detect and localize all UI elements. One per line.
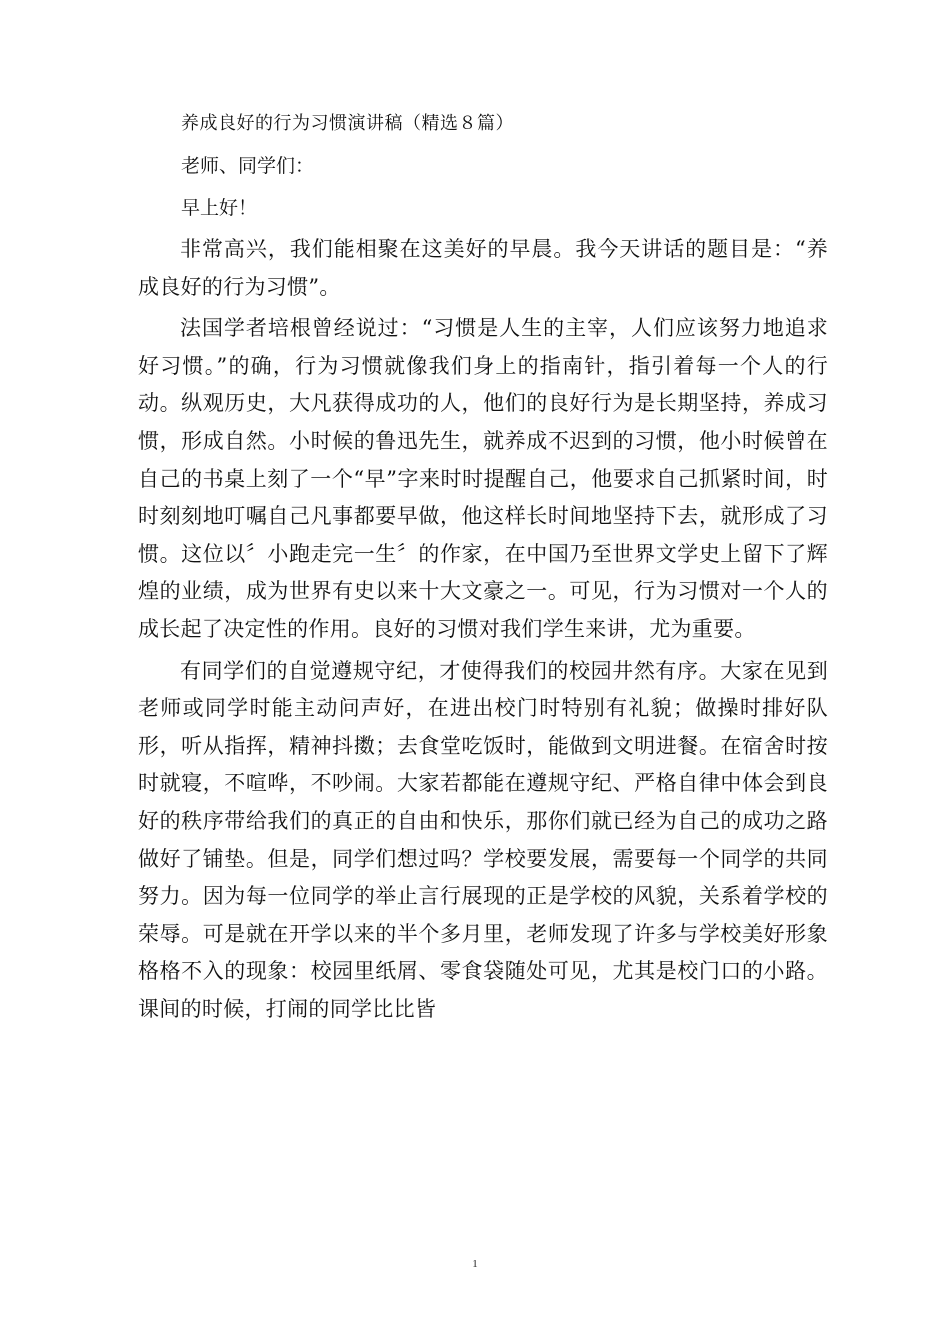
morning-line: 早上好！	[181, 197, 258, 219]
paragraph-campus: 有同学们的自觉遵规守纪，才使得我们的校园井然有序。大家在见到老师或同学时能主动问声好，在进出校门时特别有礼貌；做操时排好队形，听从指挥，精神抖擞；去食堂吃饭时，能做到文明进餐。在宿舍时按时就寝，不喧哗，不吵闹。大家若都能在遵规守纪、严格自律中体会到良好的秩序带给我们的真正的自由和快乐，那你们就已经为自己的成功之路做好了铺垫。但是，同学们想过吗？学校要发展，需要每一个同学的共同努力。因为每一位同学的举止言行展现的正是学校的风貌，关系着学校的荣辱。可是就在开学以来的半个多月里，老师发现了许多与学校美好形象格格不入的现象：校园里纸屑、零食袋随处可见，尤其是校门口的小路。课间的时候，打闹的同学比比皆	[138, 658, 828, 1021]
paragraph-intro: 非常高兴，我们能相聚在这美好的早晨。我今天讲话的题目是：“养成良好的行为习惯”。	[138, 237, 828, 299]
document-title: 养成良好的行为习惯演讲稿（精选８篇）	[181, 113, 514, 134]
paragraph-habits: 法国学者培根曾经说过：“习惯是人生的主宰，人们应该努力地追求好习惯。”的确，行为习惯就像我们身上的指南针，指引着每一个人的行动。纵观历史，大凡获得成功的人，他们的良好行为是长期坚持，养成习惯，形成自然。小时候的鲁迅先生，就养成不迟到的习惯，他小时候曾在自己的书桌上刻了一个“早”字来时时提醒自己，他要求自己抓紧时间，时时刻刻地叮嘱自己凡事都要早做，他这样长时间地坚持下去，就形成了习惯。这位以〞小跑走完一生〞的作家，在中国乃至世界文学史上留下了辉煌的业绩，成为世界有史以来十大文豪之一。可见，行为习惯对一个人的成长起了决定性的作用。良好的习惯对我们学生来讲，尤为重要。	[138, 316, 828, 641]
greeting-line: 老师、同学们：	[181, 155, 315, 177]
document-body	[138, 105, 828, 1028]
page-number: 1	[472, 1258, 478, 1270]
